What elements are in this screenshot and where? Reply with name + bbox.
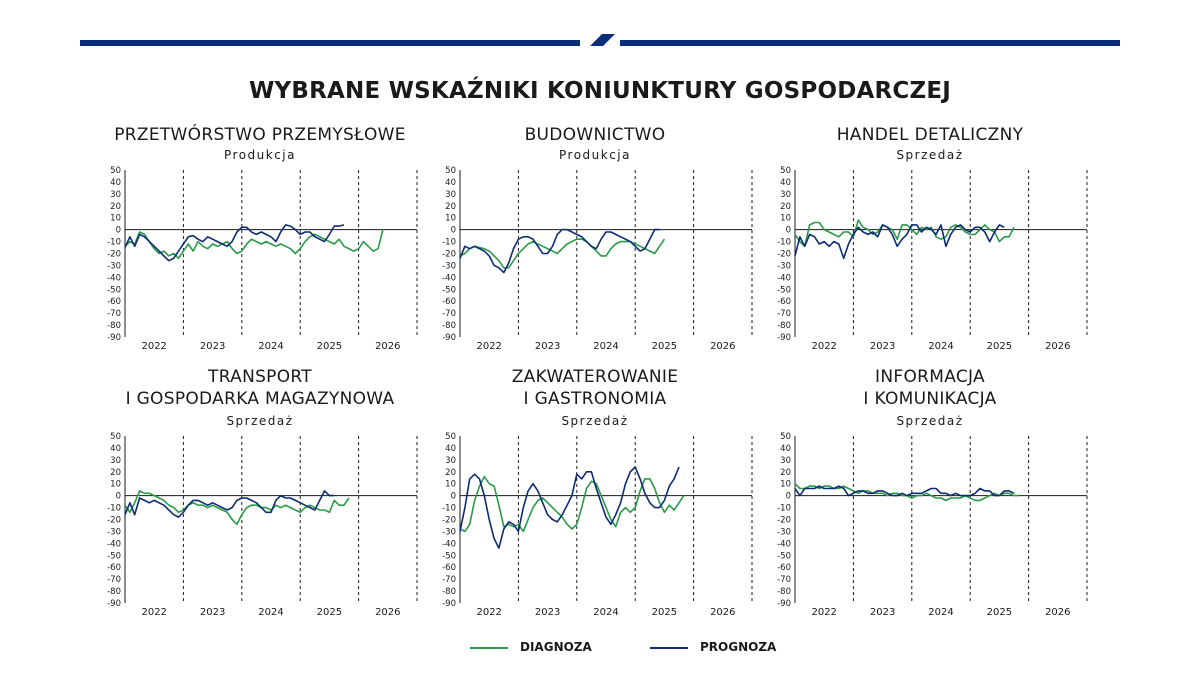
y-tick-label: -70 [107,309,121,320]
line-chart [770,428,1110,628]
y-tick-label: 40 [780,177,791,188]
y-tick-label: -50 [107,551,121,562]
x-tick-label: 2026 [375,341,401,352]
x-tick-label: 2025 [316,607,343,618]
y-tick-label: 20 [780,201,791,212]
y-tick-label: 50 [110,166,121,176]
panel-subtitle: Produkcja [224,148,296,162]
x-tick-label: 2026 [375,607,401,618]
panel-title-line: INFORMACJA [875,367,985,387]
panel-przetworstwo [100,120,440,380]
panel-informacja [770,366,1110,626]
x-tick-label: 2024 [928,341,954,352]
x-tick-label: 2024 [928,607,954,618]
y-tick-label: 0 [785,491,791,502]
panel-title [435,124,755,146]
y-tick-label: -80 [107,587,121,598]
panel-title-line: TRANSPORT [208,367,312,387]
y-tick-label: -80 [777,587,791,598]
y-tick-label: -90 [442,599,456,609]
y-tick-label: 20 [445,201,456,212]
y-tick-label: 40 [445,443,456,454]
panel-subtitle: Sprzedaż [896,414,964,428]
y-tick-label: -10 [442,237,456,248]
line-chart [435,162,775,362]
top-bar-left [80,40,580,46]
y-tick-label: -90 [777,599,791,609]
y-tick-label: 30 [780,189,791,200]
top-decorative-bar [0,0,1200,60]
y-tick-label: -40 [777,273,791,284]
series-line-diagnoza [795,220,1014,246]
y-tick-label: 50 [445,166,456,176]
y-tick-label: -80 [442,321,456,332]
panel-subtitle: Sprzedaż [561,414,629,428]
y-tick-label: -10 [107,503,121,514]
legend-swatch-prognoza [650,647,688,649]
y-tick-label: -70 [442,575,456,586]
y-tick-label: -90 [107,333,121,343]
top-bar-right [620,40,1120,46]
top-bar-slash [590,34,615,46]
y-tick-label: 0 [115,225,121,236]
x-tick-label: 2024 [593,341,619,352]
x-tick-label: 2023 [869,341,896,352]
legend-label-prognoza: PROGNOZA [700,640,777,654]
y-tick-label: -90 [777,333,791,343]
y-tick-label: -20 [442,249,456,260]
y-tick-label: -60 [442,563,456,574]
series-line-diagnoza [460,239,664,268]
y-tick-label: -30 [777,527,791,538]
page-title: WYBRANE WSKAŹNIKI KONIUNKTURY GOSPODARCZEJ [248,78,952,104]
x-tick-label: 2026 [1045,607,1071,618]
y-tick-label: -30 [107,261,121,272]
y-tick-label: -60 [107,563,121,574]
legend-label-diagnoza: DIAGNOZA [520,640,592,654]
y-tick-label: -60 [777,563,791,574]
y-tick-label: -40 [107,273,121,284]
panel-title [770,124,1090,146]
y-tick-label: -50 [107,285,121,296]
y-tick-label: 30 [445,189,456,200]
panel-title-line: I KOMUNIKACJA [863,389,997,409]
panel-zakwaterowanie [435,366,775,626]
x-tick-label: 2022 [811,607,837,618]
y-tick-label: 20 [110,467,121,478]
x-tick-label: 2024 [593,607,619,618]
y-tick-label: -30 [107,527,121,538]
y-tick-label: 0 [785,225,791,236]
x-tick-label: 2023 [199,341,226,352]
x-tick-label: 2022 [141,341,167,352]
y-tick-label: 40 [780,443,791,454]
y-tick-label: -80 [107,321,121,332]
panel-title [770,366,1090,410]
panel-title [100,366,420,410]
y-tick-label: -60 [777,297,791,308]
y-tick-label: -20 [107,249,121,260]
y-tick-label: -40 [777,539,791,550]
x-tick-label: 2025 [316,341,343,352]
x-tick-label: 2026 [710,607,736,618]
x-tick-label: 2025 [651,341,678,352]
x-tick-label: 2026 [710,341,736,352]
y-tick-label: -20 [107,515,121,526]
y-tick-label: 20 [780,467,791,478]
y-tick-label: 50 [780,166,791,176]
series-line-prognoza [125,491,334,517]
x-tick-label: 2026 [1045,341,1071,352]
y-tick-label: 10 [445,213,456,224]
x-tick-label: 2025 [986,341,1013,352]
y-tick-label: 0 [450,225,456,236]
y-tick-label: 10 [780,213,791,224]
y-tick-label: 20 [110,201,121,212]
y-tick-label: -70 [442,309,456,320]
y-tick-label: -60 [107,297,121,308]
legend [0,636,1200,660]
panel-title-line: I GASTRONOMIA [523,389,667,409]
y-tick-label: -70 [777,575,791,586]
y-tick-label: -50 [442,551,456,562]
y-tick-label: -10 [777,237,791,248]
y-tick-label: -50 [777,551,791,562]
x-tick-label: 2023 [869,607,896,618]
y-tick-label: -30 [442,527,456,538]
y-tick-label: -20 [777,515,791,526]
y-tick-label: -80 [442,587,456,598]
y-tick-label: -50 [442,285,456,296]
panel-title-line: PRZETWÓRSTWO PRZEMYSŁOWE [114,125,406,145]
x-tick-label: 2022 [476,341,502,352]
y-tick-label: -70 [777,309,791,320]
y-tick-label: 0 [115,491,121,502]
y-tick-label: 50 [445,432,456,442]
legend-item-prognoza [650,636,810,660]
y-tick-label: 50 [780,432,791,442]
panel-subtitle: Sprzedaż [896,148,964,162]
x-tick-label: 2022 [476,607,502,618]
y-tick-label: -30 [442,261,456,272]
x-tick-label: 2025 [986,607,1013,618]
y-tick-label: 10 [445,479,456,490]
x-tick-label: 2023 [199,607,226,618]
y-tick-label: -40 [442,273,456,284]
y-tick-label: 10 [110,213,121,224]
y-tick-label: -80 [777,321,791,332]
y-tick-label: 10 [110,479,121,490]
y-tick-label: -40 [107,539,121,550]
y-tick-label: 50 [110,432,121,442]
y-tick-label: 20 [445,467,456,478]
panel-title-line: ZAKWATEROWANIE [511,367,679,387]
x-tick-label: 2023 [534,607,561,618]
panel-title-line: HANDEL DETALICZNY [836,125,1024,145]
panel-budownictwo [435,120,775,380]
x-tick-label: 2024 [258,341,284,352]
y-tick-label: -60 [442,297,456,308]
x-tick-label: 2022 [811,341,837,352]
legend-item-diagnoza [470,636,630,660]
panel-title-line: I GOSPODARKA MAGAZYNOWA [125,389,395,409]
y-tick-label: 30 [110,455,121,466]
x-tick-label: 2024 [258,607,284,618]
panel-title [435,366,755,410]
panel-subtitle: Produkcja [559,148,631,162]
line-chart [435,428,775,628]
y-tick-label: 40 [110,177,121,188]
y-tick-label: 30 [110,189,121,200]
y-tick-label: -10 [107,237,121,248]
panel-title-line: BUDOWNICTWO [524,125,666,145]
panel-handel [770,120,1110,380]
line-chart [770,162,1110,362]
y-tick-label: 40 [445,177,456,188]
x-tick-label: 2022 [141,607,167,618]
y-tick-label: 30 [445,455,456,466]
line-chart [100,428,440,628]
y-tick-label: -20 [777,249,791,260]
x-tick-label: 2025 [651,607,678,618]
y-tick-label: -30 [777,261,791,272]
y-tick-label: 30 [780,455,791,466]
legend-swatch-diagnoza [470,647,508,649]
line-chart [100,162,440,362]
y-tick-label: 40 [110,443,121,454]
y-tick-label: -10 [442,503,456,514]
y-tick-label: 0 [450,491,456,502]
y-tick-label: -50 [777,285,791,296]
panel-title [100,124,420,146]
y-tick-label: -90 [442,333,456,343]
series-line-prognoza [795,486,1014,496]
x-tick-label: 2023 [534,341,561,352]
y-tick-label: -70 [107,575,121,586]
y-tick-label: -10 [777,503,791,514]
y-tick-label: -90 [107,599,121,609]
series-line-prognoza [125,225,344,261]
panel-subtitle: Sprzedaż [226,414,294,428]
y-tick-label: 10 [780,479,791,490]
panel-transport [100,366,440,626]
y-tick-label: -40 [442,539,456,550]
y-tick-label: -20 [442,515,456,526]
series-line-diagnoza [795,484,1019,501]
